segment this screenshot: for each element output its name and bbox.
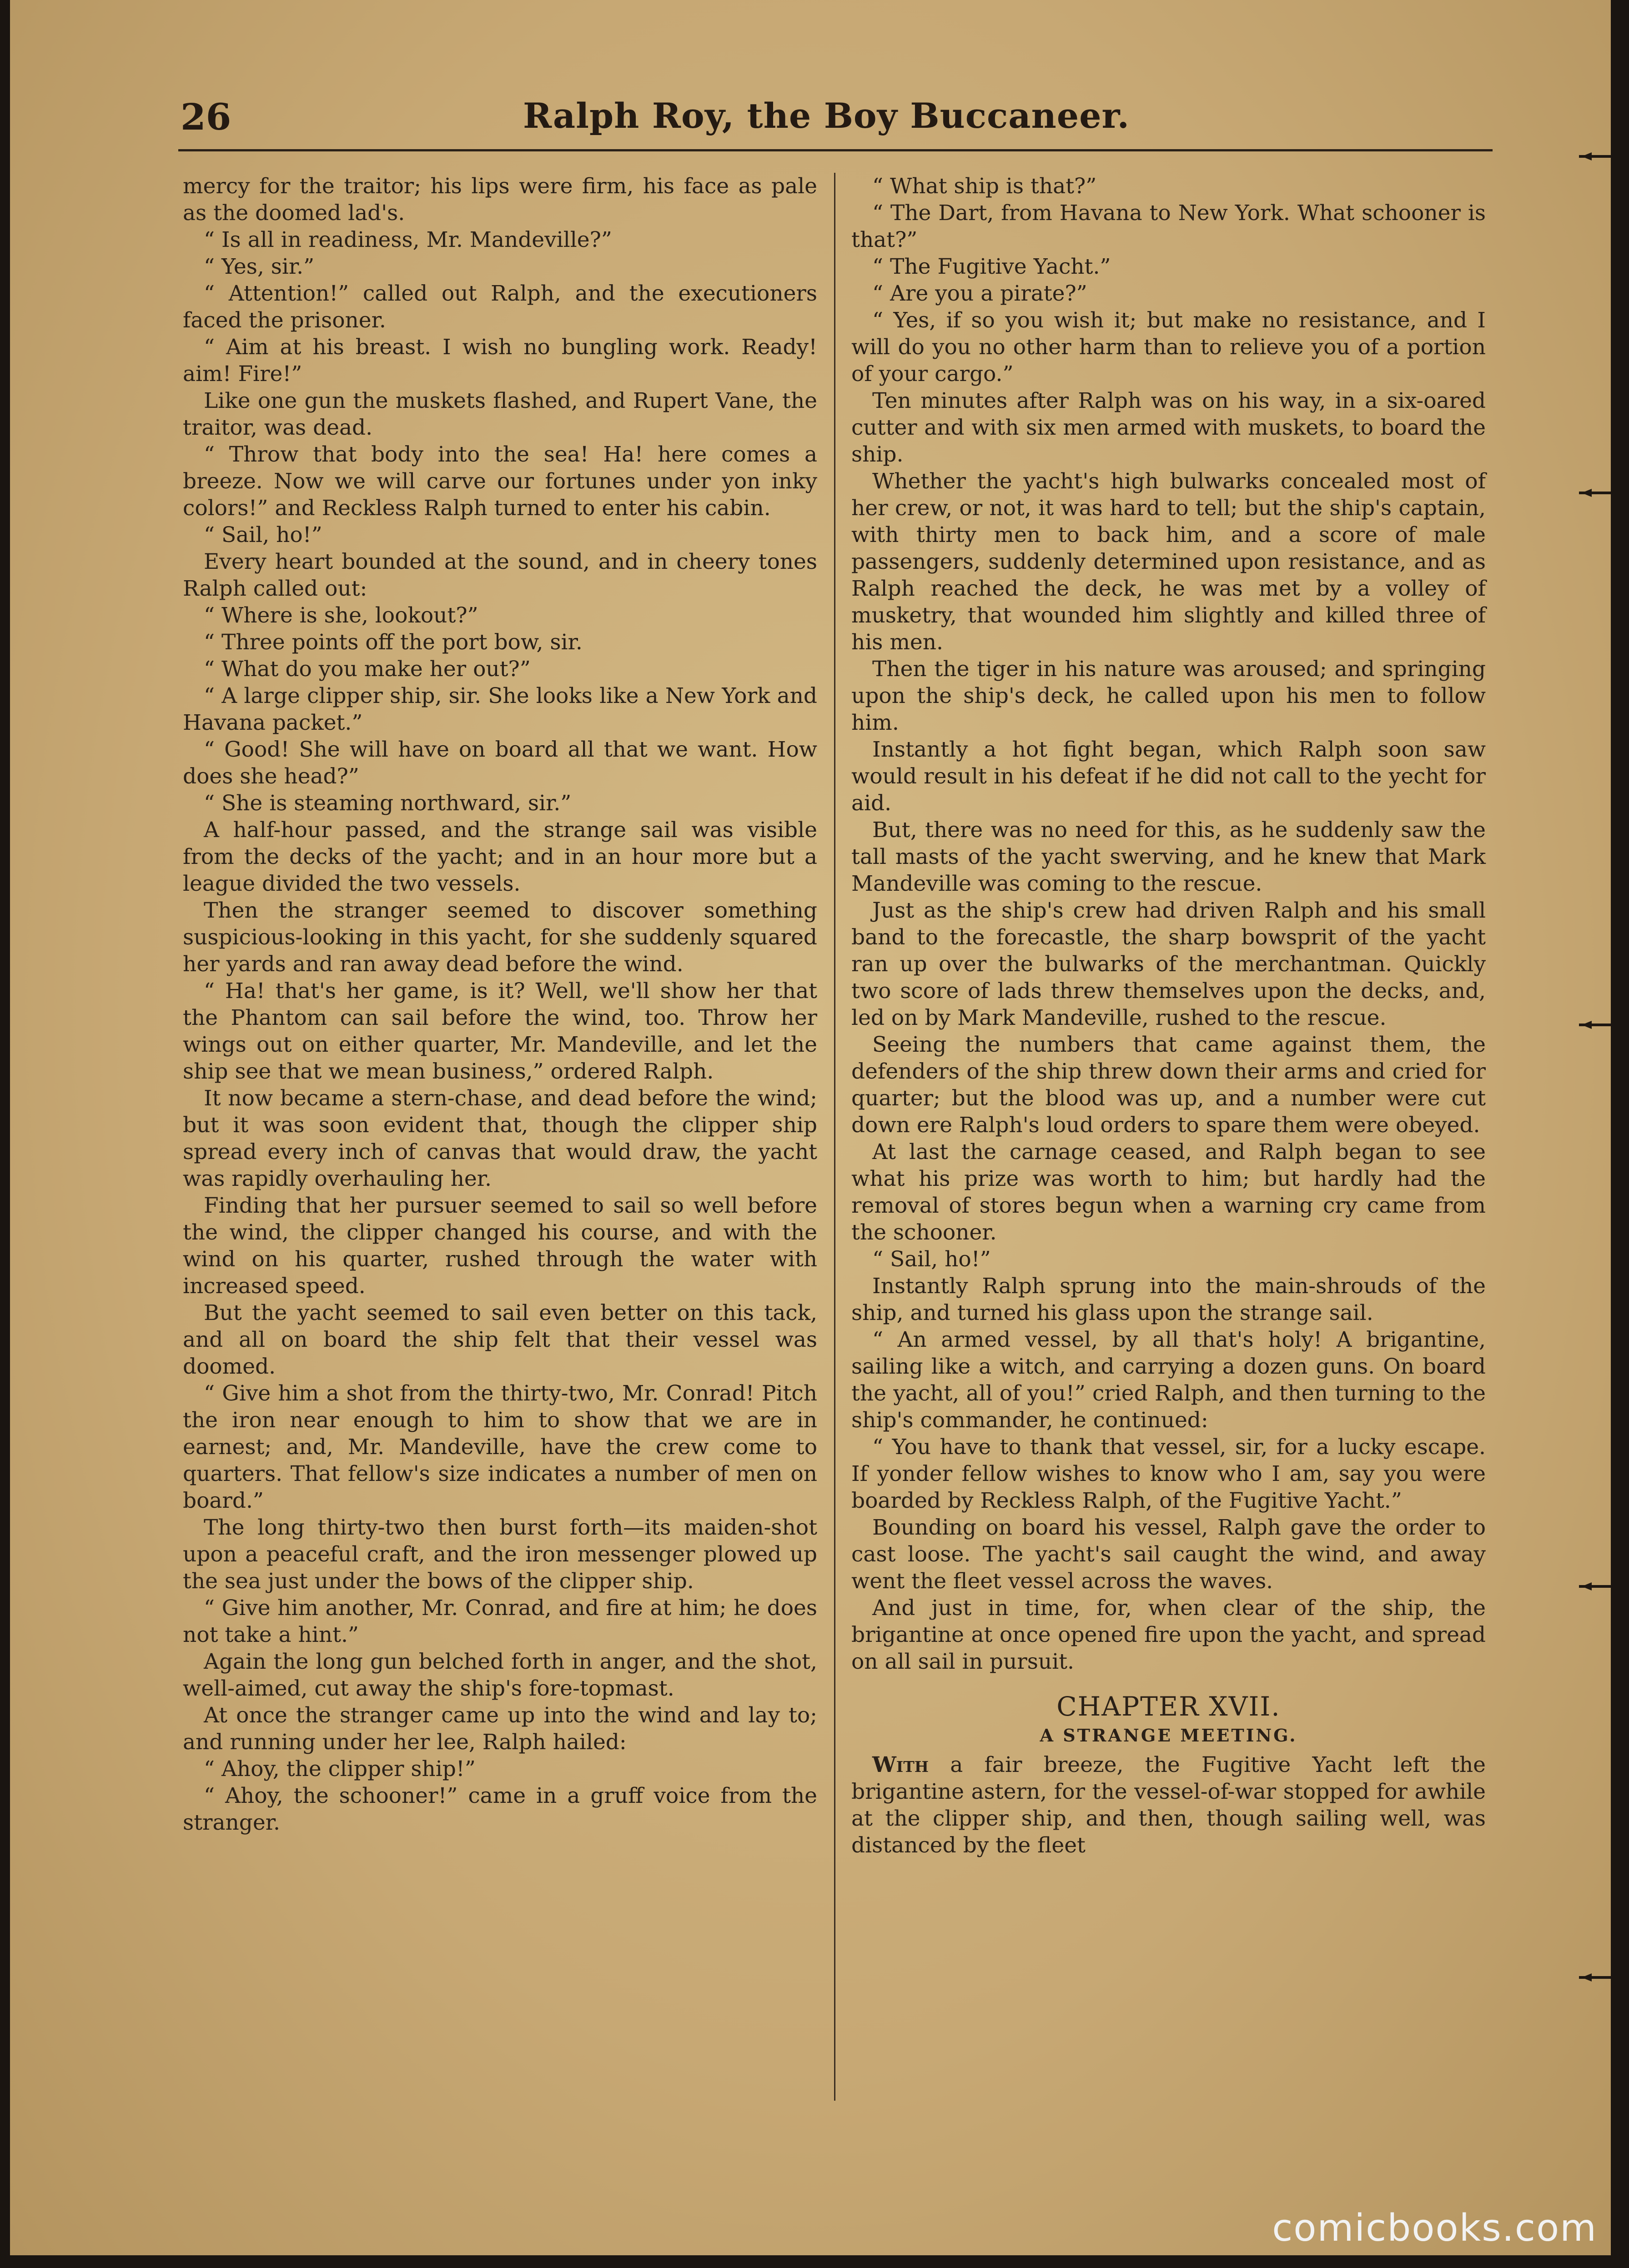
paragraph: Like one gun the muskets flashed, and Rupert Vane, the traitor, was dead.	[183, 388, 817, 440]
chapter-subtitle: A STRANGE MEETING.	[1040, 1725, 1297, 1746]
paragraph: “ Sail, ho!”	[204, 522, 322, 547]
paragraph: At last the carnage ceased, and Ralph began to see what his prize was worth to him; but hardly had the removal of stores begun when a warning cry came from the schooner.	[851, 1139, 1486, 1245]
paragraph: “ Aim at his breast. I wish no bungling work. Ready! aim! Fire!”	[183, 335, 817, 386]
paragraph: Bounding on board his vessel, Ralph gave the order to cast loose. The yacht's sail caught the wind, and away went the fleet vessel across the waves.	[851, 1515, 1486, 1594]
paragraph: “ Is all in readiness, Mr. Mandeville?”	[204, 227, 612, 252]
paragraph: Then the tiger in his nature was aroused; and springing upon the ship's deck, he called upon his men to follow him.	[851, 657, 1486, 735]
column-divider	[834, 173, 835, 2101]
paragraph: mercy for the traitor; his lips were firm, his face as pale as the doomed lad's.	[183, 174, 817, 226]
page-sheet	[10, 0, 1611, 2255]
paragraph: “ Ahoy, the clipper ship!”	[204, 1756, 476, 1781]
paragraph: “ Are you a pirate?”	[872, 281, 1087, 306]
binding-pin-icon	[1579, 152, 1611, 161]
paragraph: “ Ha! that's her game, is it? Well, we'll show her that the Phantom can sail before the wind, too. Throw her wings out on either quarter, Mr. Mandeville, and let the ship see that we mean business,” ordered Ralph.	[183, 978, 817, 1084]
paragraph: “ Give him another, Mr. Conrad, and fire at him; he does not take a hint.”	[183, 1596, 817, 1647]
paragraph: “ You have to thank that vessel, sir, for a lucky escape. If yonder fellow wishes to know who I am, say you were boarded by Reckless Ralph, of the Fugitive Yacht.”	[851, 1435, 1486, 1513]
opening-word: With	[872, 1752, 929, 1777]
paragraph: “ What ship is that?”	[872, 174, 1097, 199]
paragraph: “ Yes, sir.”	[204, 254, 315, 279]
paragraph: “ What do you make her out?”	[204, 657, 531, 682]
binding-pin-icon	[1579, 1021, 1611, 1029]
page-number: 26	[181, 95, 231, 138]
binding-pin-icon	[1579, 1973, 1611, 1982]
opening-text: a fair breeze, the Fugitive Yacht left the brigantine astern, for the vessel-of-war stopped for awhile at the clipper ship, and then, though sailing well, was distanced by the fleet	[851, 1752, 1486, 1858]
paragraph: “ Yes, if so you wish it; but make no resistance, and I will do you no other harm than to relieve you of a portion of your cargo.”	[851, 308, 1486, 386]
left-column	[183, 173, 817, 2119]
paragraph: “ The Dart, from Havana to New York. What schooner is that?”	[851, 201, 1486, 252]
paragraph: “ Where is she, lookout?”	[204, 603, 478, 628]
binding-pin-icon	[1579, 1582, 1611, 1591]
running-title: Ralph Roy, the Boy Buccaneer.	[523, 95, 1130, 136]
watermark: comicbooks.com	[1272, 2207, 1597, 2250]
paragraph: Whether the yacht's high bulwarks concealed most of her crew, or not, it was hard to tell; but the ship's captain, with thirty men to back him, and a score of male passengers, suddenly determined upon resistance, and as Ralph reached the deck, he was met by a volley of musketry, that wounded him slightly and killed three of his men.	[851, 469, 1486, 655]
paragraph: Every heart bounded at the sound, and in cheery tones Ralph called out:	[183, 549, 817, 601]
right-column	[851, 173, 1486, 2119]
paragraph: “ Good! She will have on board all that we want. How does she head?”	[183, 737, 817, 789]
paragraph: But, there was no need for this, as he suddenly saw the tall masts of the yacht swerving, and he knew that Mark Mandeville was coming to the rescue.	[851, 818, 1486, 896]
paragraph: Instantly a hot fight began, which Ralph soon saw would result in his defeat if he did not call to the yecht for aid.	[851, 737, 1486, 816]
header-rule	[178, 149, 1493, 151]
chapter-heading: CHAPTER XVII.	[1056, 1691, 1281, 1722]
paragraph: “ The Fugitive Yacht.”	[872, 254, 1111, 279]
paragraph: “ Attention!” called out Ralph, and the executioners faced the prisoner.	[183, 281, 817, 333]
paragraph: “ Sail, ho!”	[872, 1247, 991, 1272]
paragraph: “ Throw that body into the sea! Ha! here comes a breeze. Now we will carve our fortunes under yon inky colors!” and Reckless Ralph turned to enter his cabin.	[183, 442, 817, 521]
paragraph: Seeing the numbers that came against them, the defenders of the ship threw down their arms and cried for quarter; but the blood was up, and a number were cut down ere Ralph's loud orders to spare them were obeyed.	[851, 1032, 1486, 1138]
paragraph: At once the stranger came up into the wind and lay to; and running under her lee, Ralph hailed:	[183, 1703, 817, 1755]
paragraph: “ An armed vessel, by all that's holy! A brigantine, sailing like a witch, and carrying a dozen guns. On board the yacht, all of you!” cried Ralph, and then turning to the ship's commander, he continued:	[851, 1327, 1486, 1433]
paragraph: It now became a stern-chase, and dead before the wind; but it was soon evident that, though the clipper ship spread every inch of canvas that would draw, the yacht was rapidly overhauling her.	[183, 1086, 817, 1191]
running-header	[160, 95, 1493, 146]
paragraph: Just as the ship's crew had driven Ralph and his small band to the forecastle, the sharp bowsprit of the yacht ran up over the bulwarks of the merchantman. Quickly two score of lads threw themselves upon the decks, and, led on by Mark Mandeville, rushed to the rescue.	[851, 898, 1486, 1030]
paragraph: But the yacht seemed to sail even better on this tack, and all on board the ship felt that their vessel was doomed.	[183, 1300, 817, 1379]
paragraph: Ten minutes after Ralph was on his way, in a six-oared cutter and with six men armed with muskets, to board the ship.	[851, 388, 1486, 467]
paragraph: “ She is steaming northward, sir.”	[204, 791, 572, 816]
binding-pin-icon	[1579, 489, 1611, 497]
paragraph: Instantly Ralph sprung into the main-shrouds of the ship, and turned his glass upon the strange sail.	[851, 1274, 1486, 1325]
paragraph: Finding that her pursuer seemed to sail so well before the wind, the clipper changed his course, and with the wind on his quarter, rushed through the water with increased speed.	[183, 1193, 817, 1299]
paragraph: And just in time, for, when clear of the ship, the brigantine at once opened fire upon the yacht, and spread on all sail in pursuit.	[851, 1596, 1486, 1674]
chapter-opening-paragraph	[851, 1751, 1486, 1859]
paragraph: The long thirty-two then burst forth—its maiden-shot upon a peaceful craft, and the iron messenger plowed up the sea just under the bows of the clipper ship.	[183, 1515, 817, 1594]
paragraph: “ A large clipper ship, sir. She looks like a New York and Havana packet.”	[183, 683, 817, 735]
paragraph: Again the long gun belched forth in anger, and the shot, well-aimed, cut away the ship's fore-topmast.	[183, 1649, 817, 1701]
paragraph: “ Give him a shot from the thirty-two, Mr. Conrad! Pitch the iron near enough to him to show that we are in earnest; and, Mr. Mandeville, have the crew come to quarters. That fellow's size indicates a number of men on board.”	[183, 1381, 817, 1513]
paragraph: A half-hour passed, and the strange sail was visible from the decks of the yacht; and in an hour more but a league divided the two vessels.	[183, 818, 817, 896]
paragraph: “ Ahoy, the schooner!” came in a gruff voice from the stranger.	[183, 1783, 817, 1835]
paragraph: “ Three points off the port bow, sir.	[204, 630, 583, 655]
paragraph: Then the stranger seemed to discover something suspicious-looking in this yacht, for she suddenly squared her yards and ran away dead before the wind.	[183, 898, 817, 977]
